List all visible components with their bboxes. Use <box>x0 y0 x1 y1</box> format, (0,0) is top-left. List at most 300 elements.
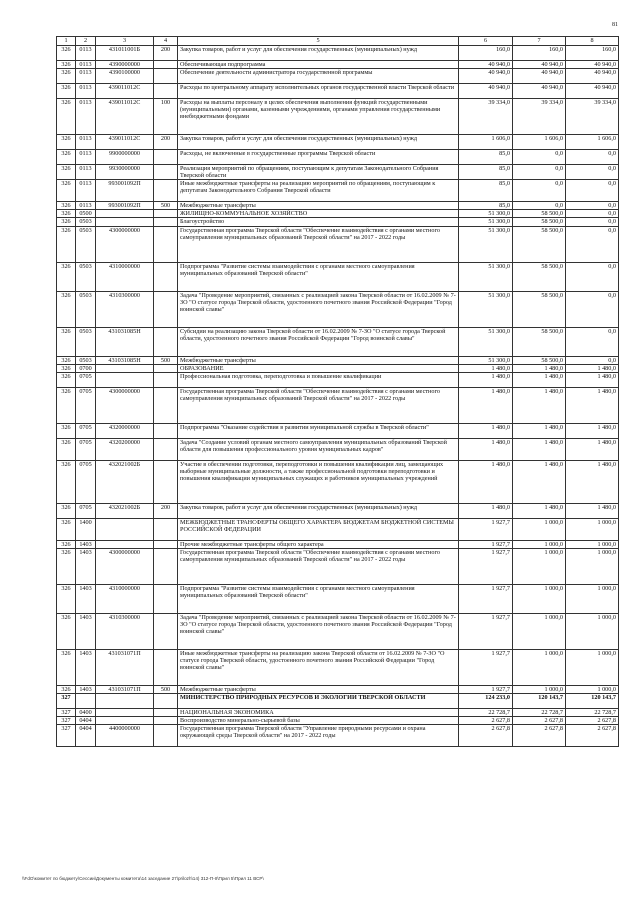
admin-code-cell: 327 <box>57 708 76 716</box>
column-number: 4 <box>154 37 178 46</box>
section-code-cell: 0500 <box>76 210 96 218</box>
description-cell: Подпрограмма "Развитие системы взаимодействия с органами местного самоуправления муниципальных образований Тверской области" <box>178 584 459 613</box>
target-article-cell: 993001092П <box>96 180 154 202</box>
expense-type-cell <box>154 460 178 503</box>
target-article-cell: 431031085Н <box>96 327 154 356</box>
column-number: 3 <box>96 37 154 46</box>
admin-code-cell: 326 <box>57 46 76 61</box>
section-code-cell <box>76 693 96 708</box>
amount-year3-cell: 0,0 <box>566 210 619 218</box>
admin-code-cell: 326 <box>57 165 76 180</box>
description-cell: Подпрограмма "Развитие системы взаимодействия с органами местного самоуправления муниципальных образований Тверской области" <box>178 262 459 291</box>
expense-type-cell <box>154 364 178 372</box>
table-row <box>57 548 619 584</box>
amount-year2-cell: 120 143,7 <box>513 693 566 708</box>
expense-type-cell <box>154 613 178 649</box>
admin-code-cell: 326 <box>57 540 76 548</box>
amount-year3-cell: 1 000,0 <box>566 613 619 649</box>
description-cell: Обеспечивающая подпрограмма <box>178 61 459 69</box>
admin-code-cell: 326 <box>57 291 76 327</box>
amount-year2-cell: 40 940,0 <box>513 84 566 99</box>
amount-year2-cell: 1 480,0 <box>513 503 566 518</box>
table-row <box>57 226 619 262</box>
amount-year2-cell: 1 480,0 <box>513 387 566 423</box>
amount-year3-cell: 1 000,0 <box>566 685 619 693</box>
expense-type-cell <box>154 518 178 540</box>
column-number: 2 <box>76 37 96 46</box>
description-cell: МИНИСТЕРСТВО ПРИРОДНЫХ РЕСУРСОВ И ЭКОЛОГИИ ТВЕРСКОЙ ОБЛАСТИ <box>178 693 459 708</box>
amount-year3-cell: 1 480,0 <box>566 460 619 503</box>
description-cell: МЕЖБЮДЖЕТНЫЕ ТРАНСФЕРТЫ ОБЩЕГО ХАРАКТЕРА БЮДЖЕТАМ БЮДЖЕТНОЙ СИСТЕМЫ РОССИЙСКОЙ ФЕДЕРАЦИИ <box>178 518 459 540</box>
target-article-cell <box>96 518 154 540</box>
amount-year2-cell: 0,0 <box>513 202 566 210</box>
amount-year1-cell: 1 480,0 <box>459 372 513 387</box>
amount-year3-cell: 1 480,0 <box>566 372 619 387</box>
section-code-cell: 0503 <box>76 291 96 327</box>
amount-year3-cell: 22 728,7 <box>566 708 619 716</box>
table-row <box>57 708 619 716</box>
target-article-cell <box>96 693 154 708</box>
amount-year2-cell: 40 940,0 <box>513 69 566 84</box>
expense-type-cell <box>154 262 178 291</box>
admin-code-cell: 326 <box>57 423 76 438</box>
table-row <box>57 69 619 84</box>
table-row <box>57 99 619 135</box>
table-row <box>57 180 619 202</box>
amount-year2-cell: 0,0 <box>513 150 566 165</box>
amount-year1-cell: 85,0 <box>459 165 513 180</box>
amount-year1-cell: 1 927,7 <box>459 518 513 540</box>
expense-type-cell <box>154 372 178 387</box>
table-row <box>57 84 619 99</box>
amount-year1-cell: 1 480,0 <box>459 460 513 503</box>
admin-code-cell: 326 <box>57 69 76 84</box>
section-code-cell: 0113 <box>76 150 96 165</box>
table-row <box>57 423 619 438</box>
amount-year2-cell: 1 480,0 <box>513 364 566 372</box>
target-article-cell: 4400000000 <box>96 725 154 747</box>
section-code-cell: 0503 <box>76 262 96 291</box>
description-cell: ОБРАЗОВАНИЕ <box>178 364 459 372</box>
table-row <box>57 150 619 165</box>
section-code-cell: 0503 <box>76 226 96 262</box>
table-row <box>57 135 619 150</box>
expense-type-cell <box>154 693 178 708</box>
amount-year1-cell: 51 300,0 <box>459 356 513 364</box>
target-article-cell: 439011012С <box>96 135 154 150</box>
column-number: 5 <box>178 37 459 46</box>
amount-year1-cell: 2 627,8 <box>459 725 513 747</box>
expense-type-cell <box>154 218 178 226</box>
section-code-cell: 0705 <box>76 387 96 423</box>
target-article-cell <box>96 540 154 548</box>
section-code-cell: 1403 <box>76 649 96 685</box>
target-article-cell: 431031085Н <box>96 356 154 364</box>
section-code-cell: 0705 <box>76 460 96 503</box>
amount-year2-cell: 1 000,0 <box>513 613 566 649</box>
description-cell: Благоустройство <box>178 218 459 226</box>
table-row <box>57 438 619 460</box>
section-code-cell: 0113 <box>76 99 96 135</box>
target-article-cell <box>96 210 154 218</box>
amount-year1-cell: 1 927,7 <box>459 540 513 548</box>
target-article-cell: 431031071П <box>96 649 154 685</box>
amount-year2-cell: 1 000,0 <box>513 649 566 685</box>
description-cell: Государственная программа Тверской области "Управление природными ресурсами и охрана окружающей среды Тверской области" на 2017 - 2022 годы <box>178 725 459 747</box>
amount-year1-cell: 51 300,0 <box>459 210 513 218</box>
admin-code-cell: 326 <box>57 226 76 262</box>
section-code-cell: 0404 <box>76 725 96 747</box>
amount-year3-cell: 0,0 <box>566 180 619 202</box>
admin-code-cell: 326 <box>57 99 76 135</box>
description-cell: Иные межбюджетные трансферты на реализацию мероприятий по обращениям, поступающим к депутатам Законодательного Собрания Тверской области <box>178 180 459 202</box>
amount-year3-cell: 1 480,0 <box>566 438 619 460</box>
table-row <box>57 364 619 372</box>
amount-year3-cell: 0,0 <box>566 218 619 226</box>
amount-year2-cell: 58 500,0 <box>513 218 566 226</box>
table-row <box>57 356 619 364</box>
expense-type-cell: 200 <box>154 503 178 518</box>
description-cell: Прочие межбюджетные трансферты общего характера <box>178 540 459 548</box>
column-number: 1 <box>57 37 76 46</box>
column-number: 7 <box>513 37 566 46</box>
expense-type-cell: 500 <box>154 356 178 364</box>
amount-year1-cell: 1 927,7 <box>459 584 513 613</box>
amount-year3-cell: 1 000,0 <box>566 540 619 548</box>
description-cell: Задача "Проведение мероприятий, связанных с реализацией закона Тверской области от 16.02.2009 № 7-ЗО "О статусе города Тверской области, удостоенного почетного звания Российской Федерации "Город воинской славы" <box>178 613 459 649</box>
table-row <box>57 262 619 291</box>
amount-year2-cell: 1 480,0 <box>513 372 566 387</box>
description-cell: Межбюджетные трансферты <box>178 202 459 210</box>
section-code-cell: 0113 <box>76 180 96 202</box>
amount-year3-cell: 1 480,0 <box>566 387 619 423</box>
amount-year2-cell: 58 500,0 <box>513 262 566 291</box>
amount-year2-cell: 58 500,0 <box>513 226 566 262</box>
section-code-cell: 1403 <box>76 540 96 548</box>
admin-code-cell: 326 <box>57 84 76 99</box>
table-row <box>57 685 619 693</box>
target-article-cell <box>96 364 154 372</box>
section-code-cell: 0503 <box>76 327 96 356</box>
amount-year3-cell: 1 000,0 <box>566 518 619 540</box>
amount-year2-cell: 22 728,7 <box>513 708 566 716</box>
expense-type-cell <box>154 387 178 423</box>
section-code-cell: 1400 <box>76 518 96 540</box>
description-cell: Обеспечение деятельности администратора государственной программы <box>178 69 459 84</box>
column-number-row <box>57 37 619 46</box>
table-row <box>57 503 619 518</box>
expense-type-cell <box>154 150 178 165</box>
table-row <box>57 613 619 649</box>
amount-year3-cell: 0,0 <box>566 262 619 291</box>
description-cell: Межбюджетные трансферты <box>178 685 459 693</box>
amount-year1-cell: 1 927,7 <box>459 548 513 584</box>
admin-code-cell: 326 <box>57 372 76 387</box>
amount-year2-cell: 58 500,0 <box>513 210 566 218</box>
target-article-cell: 9930000000 <box>96 165 154 180</box>
amount-year2-cell: 0,0 <box>513 180 566 202</box>
description-cell: Расходы на выплаты персоналу в целях обеспечения выполнения функций государственными (муниципальными) органами, казенными учреждениями, органами управления государственными внебюджетными фондами <box>178 99 459 135</box>
amount-year2-cell: 1 000,0 <box>513 685 566 693</box>
expense-type-cell <box>154 291 178 327</box>
description-cell: Реализация мероприятий по обращениям, поступающим к депутатам Законодательного Собрания Тверской области <box>178 165 459 180</box>
amount-year2-cell: 58 500,0 <box>513 327 566 356</box>
expense-type-cell <box>154 649 178 685</box>
amount-year3-cell: 0,0 <box>566 356 619 364</box>
description-cell: Закупка товаров, работ и услуг для обеспечения государственных (муниципальных) нужд <box>178 503 459 518</box>
description-cell: Участие в обеспечении подготовки, переподготовки и повышения квалификации лиц, замещающих выборные муниципальные должности, а также профессиональной подготовки переподготовки и повышения квалификации муниципальных служащих и работников муниципальных учреждений <box>178 460 459 503</box>
expense-type-cell <box>154 438 178 460</box>
target-article-cell <box>96 717 154 725</box>
amount-year2-cell: 1 000,0 <box>513 584 566 613</box>
description-cell: Закупка товаров, работ и услуг для обеспечения государственных (муниципальных) нужд <box>178 46 459 61</box>
amount-year1-cell: 1 480,0 <box>459 423 513 438</box>
expense-type-cell: 500 <box>154 202 178 210</box>
description-cell: Государственная программа Тверской области "Обеспечение взаимодействия с органами местного самоуправления муниципальных образований Тверской области" на 2017 - 2022 годы <box>178 387 459 423</box>
target-article-cell: 4390000000 <box>96 61 154 69</box>
expense-type-cell <box>154 725 178 747</box>
admin-code-cell: 326 <box>57 364 76 372</box>
admin-code-cell: 326 <box>57 150 76 165</box>
expense-type-cell <box>154 61 178 69</box>
description-cell: Межбюджетные трансферты <box>178 356 459 364</box>
section-code-cell: 0113 <box>76 84 96 99</box>
admin-code-cell: 326 <box>57 387 76 423</box>
expense-type-cell <box>154 69 178 84</box>
section-code-cell: 0113 <box>76 61 96 69</box>
table-row <box>57 210 619 218</box>
expense-type-cell: 100 <box>154 99 178 135</box>
expense-type-cell <box>154 717 178 725</box>
amount-year3-cell: 1 480,0 <box>566 423 619 438</box>
description-cell: Государственная программа Тверской области "Обеспечение взаимодействия с органами местного самоуправления муниципальных образований Тверской области" на 2017 - 2022 годы <box>178 548 459 584</box>
amount-year3-cell: 1 606,0 <box>566 135 619 150</box>
table-row <box>57 372 619 387</box>
admin-code-cell: 326 <box>57 135 76 150</box>
section-code-cell: 0113 <box>76 165 96 180</box>
amount-year2-cell: 1 000,0 <box>513 548 566 584</box>
column-number: 6 <box>459 37 513 46</box>
amount-year2-cell: 1 480,0 <box>513 423 566 438</box>
amount-year1-cell: 2 627,8 <box>459 717 513 725</box>
admin-code-cell: 326 <box>57 548 76 584</box>
expense-type-cell <box>154 708 178 716</box>
amount-year3-cell: 40 940,0 <box>566 69 619 84</box>
description-cell: Иные межбюджетные трансферты на реализацию закона Тверской области от 16.02.2009 № 7-ЗО "О статусе города Тверской области, удостоенного почетного звания Российской Федерации "Город воинской славы" <box>178 649 459 685</box>
amount-year3-cell: 0,0 <box>566 327 619 356</box>
amount-year1-cell: 1 480,0 <box>459 438 513 460</box>
amount-year3-cell: 39 334,0 <box>566 99 619 135</box>
amount-year1-cell: 1 927,7 <box>459 613 513 649</box>
description-cell: Задача "Проведение мероприятий, связанных с реализацией закона Тверской области от 16.02.2009 № 7-ЗО "О статусе города Тверской области, удостоенного почетного звания Российской Федерации "Город воинской славы" <box>178 291 459 327</box>
amount-year3-cell: 0,0 <box>566 202 619 210</box>
description-cell: Расходы, не включенные в государственные программы Тверской области <box>178 150 459 165</box>
amount-year2-cell: 2 627,8 <box>513 717 566 725</box>
amount-year1-cell: 124 233,0 <box>459 693 513 708</box>
target-article-cell: 4390100000 <box>96 69 154 84</box>
section-code-cell: 0705 <box>76 372 96 387</box>
amount-year1-cell: 85,0 <box>459 202 513 210</box>
table-row <box>57 165 619 180</box>
amount-year3-cell: 40 940,0 <box>566 61 619 69</box>
amount-year1-cell: 85,0 <box>459 180 513 202</box>
amount-year3-cell: 40 940,0 <box>566 84 619 99</box>
target-article-cell: 439011012С <box>96 84 154 99</box>
budget-table <box>56 36 619 747</box>
table-row <box>57 218 619 226</box>
expense-type-cell: 200 <box>154 46 178 61</box>
amount-year2-cell: 0,0 <box>513 165 566 180</box>
section-code-cell: 0705 <box>76 503 96 518</box>
admin-code-cell: 326 <box>57 202 76 210</box>
amount-year2-cell: 58 500,0 <box>513 291 566 327</box>
amount-year3-cell: 0,0 <box>566 291 619 327</box>
section-code-cell: 0705 <box>76 423 96 438</box>
admin-code-cell: 326 <box>57 262 76 291</box>
amount-year1-cell: 1 927,7 <box>459 685 513 693</box>
description-cell: Задача "Создание условий органам местного самоуправления муниципальных образований Тверской области для повышения профессионального уровня муниципальных кадров" <box>178 438 459 460</box>
table-row <box>57 518 619 540</box>
admin-code-cell: 326 <box>57 503 76 518</box>
amount-year1-cell: 85,0 <box>459 150 513 165</box>
target-article-cell: 4300000000 <box>96 226 154 262</box>
amount-year2-cell: 58 500,0 <box>513 356 566 364</box>
amount-year2-cell: 39 334,0 <box>513 99 566 135</box>
target-article-cell: 4300000000 <box>96 387 154 423</box>
table-row <box>57 46 619 61</box>
amount-year3-cell: 0,0 <box>566 226 619 262</box>
section-code-cell: 0503 <box>76 356 96 364</box>
target-article-cell: 432021002Б <box>96 460 154 503</box>
table-row <box>57 540 619 548</box>
target-article-cell: 9900000000 <box>96 150 154 165</box>
amount-year3-cell: 1 480,0 <box>566 503 619 518</box>
amount-year1-cell: 40 940,0 <box>459 69 513 84</box>
section-code-cell: 1403 <box>76 584 96 613</box>
amount-year1-cell: 1 480,0 <box>459 387 513 423</box>
section-code-cell: 1403 <box>76 613 96 649</box>
expense-type-cell <box>154 548 178 584</box>
admin-code-cell: 326 <box>57 518 76 540</box>
target-article-cell: 4310000000 <box>96 584 154 613</box>
target-article-cell: 993001092П <box>96 202 154 210</box>
table-row <box>57 584 619 613</box>
table-row <box>57 387 619 423</box>
amount-year1-cell: 1 927,7 <box>459 649 513 685</box>
expense-type-cell: 500 <box>154 685 178 693</box>
target-article-cell: 4310000000 <box>96 262 154 291</box>
section-code-cell: 0113 <box>76 135 96 150</box>
section-code-cell: 0700 <box>76 364 96 372</box>
amount-year1-cell: 22 728,7 <box>459 708 513 716</box>
amount-year2-cell: 1 480,0 <box>513 438 566 460</box>
amount-year1-cell: 1 480,0 <box>459 503 513 518</box>
description-cell: Субсидии на реализацию закона Тверской области от 16.02.2009 № 7-ЗО "О статусе города Тверской области, удостоенного почетного звания Российской Федерации "Город воинской славы" <box>178 327 459 356</box>
admin-code-cell: 327 <box>57 725 76 747</box>
target-article-cell: 431011001Б <box>96 46 154 61</box>
table-row <box>57 460 619 503</box>
target-article-cell: 4310300000 <box>96 291 154 327</box>
target-article-cell: 4300000000 <box>96 548 154 584</box>
amount-year2-cell: 1 480,0 <box>513 460 566 503</box>
amount-year3-cell: 2 627,8 <box>566 717 619 725</box>
admin-code-cell: 326 <box>57 180 76 202</box>
table-row <box>57 717 619 725</box>
target-article-cell: 4310300000 <box>96 613 154 649</box>
expense-type-cell <box>154 210 178 218</box>
expense-type-cell <box>154 423 178 438</box>
target-article-cell <box>96 372 154 387</box>
page-number: 81 <box>612 22 618 28</box>
amount-year3-cell: 160,0 <box>566 46 619 61</box>
table-row <box>57 693 619 708</box>
amount-year2-cell: 1 000,0 <box>513 518 566 540</box>
description-cell: Закупка товаров, работ и услуг для обеспечения государственных (муниципальных) нужд <box>178 135 459 150</box>
admin-code-cell: 327 <box>57 693 76 708</box>
amount-year1-cell: 51 300,0 <box>459 218 513 226</box>
section-code-cell: 0113 <box>76 46 96 61</box>
admin-code-cell: 326 <box>57 356 76 364</box>
description-cell: Расходы по центральному аппарату исполнительных органов государственной власти Тверской области <box>178 84 459 99</box>
file-path-footer: \\FdO\комитет по бюджету\Сессии\Документы комитета\14 заседание 27\prilozh\14) 312-П-II\Прил 5\Прил 11 ВСР\ <box>22 876 264 881</box>
target-article-cell: 439011012С <box>96 99 154 135</box>
admin-code-cell: 326 <box>57 218 76 226</box>
amount-year2-cell: 1 606,0 <box>513 135 566 150</box>
description-cell: Воспроизводство минерально-сырьевой базы <box>178 717 459 725</box>
column-number: 8 <box>566 37 619 46</box>
section-code-cell: 0705 <box>76 438 96 460</box>
section-code-cell: 0113 <box>76 202 96 210</box>
admin-code-cell: 327 <box>57 717 76 725</box>
amount-year1-cell: 51 300,0 <box>459 327 513 356</box>
expense-type-cell: 200 <box>154 135 178 150</box>
admin-code-cell: 326 <box>57 438 76 460</box>
amount-year1-cell: 40 940,0 <box>459 84 513 99</box>
table-row <box>57 327 619 356</box>
admin-code-cell: 326 <box>57 584 76 613</box>
expense-type-cell <box>154 180 178 202</box>
expense-type-cell <box>154 226 178 262</box>
amount-year1-cell: 40 940,0 <box>459 61 513 69</box>
target-article-cell: 432021002Б <box>96 503 154 518</box>
admin-code-cell: 326 <box>57 61 76 69</box>
table-row <box>57 61 619 69</box>
admin-code-cell: 326 <box>57 649 76 685</box>
expense-type-cell <box>154 165 178 180</box>
amount-year1-cell: 39 334,0 <box>459 99 513 135</box>
amount-year3-cell: 120 143,7 <box>566 693 619 708</box>
amount-year1-cell: 1 480,0 <box>459 364 513 372</box>
amount-year3-cell: 1 480,0 <box>566 364 619 372</box>
expense-type-cell <box>154 540 178 548</box>
table-row <box>57 291 619 327</box>
section-code-cell: 1403 <box>76 685 96 693</box>
expense-type-cell <box>154 84 178 99</box>
table-row <box>57 725 619 747</box>
amount-year1-cell: 51 300,0 <box>459 262 513 291</box>
admin-code-cell: 326 <box>57 327 76 356</box>
amount-year3-cell: 0,0 <box>566 165 619 180</box>
amount-year3-cell: 1 000,0 <box>566 548 619 584</box>
target-article-cell <box>96 218 154 226</box>
section-code-cell: 1403 <box>76 548 96 584</box>
admin-code-cell: 326 <box>57 460 76 503</box>
section-code-cell: 0113 <box>76 69 96 84</box>
amount-year2-cell: 160,0 <box>513 46 566 61</box>
amount-year1-cell: 1 606,0 <box>459 135 513 150</box>
amount-year1-cell: 51 300,0 <box>459 226 513 262</box>
amount-year3-cell: 2 627,8 <box>566 725 619 747</box>
